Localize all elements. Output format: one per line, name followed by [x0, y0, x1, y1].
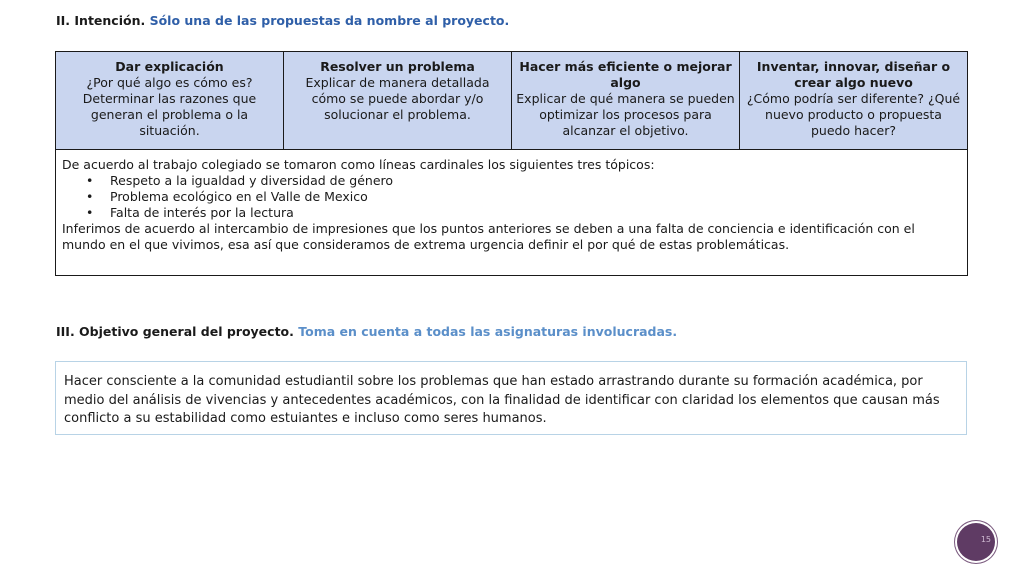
intention-body-row [56, 150, 968, 276]
option-solve [284, 52, 512, 150]
topics-list [62, 173, 961, 221]
section-ii-label: II. Intención. [56, 13, 146, 28]
topics-conclusion: Inferimos de acuerdo al intercambio de impresiones que los puntos anteriores se deben a una falta de conciencia e identificación con el mundo en el que vivimos, esa así que consideramos de extrema urgencia definir el por qué de estas problemáticas. [62, 221, 915, 252]
section-iii-label: III. Objetivo general del proyecto. [56, 324, 294, 339]
option-description: Explicar de manera detallada cómo se puede abordar y/o solucionar el problema. [305, 75, 490, 122]
intention-options-row [56, 52, 968, 150]
section-ii-heading [56, 13, 509, 28]
page-number-badge [957, 523, 995, 561]
intention-body-cell [56, 150, 968, 276]
topic-item: • Problema ecológico en el Valle de Mexico [62, 189, 961, 205]
topics-intro: De acuerdo al trabajo colegiado se tomaron como líneas cardinales los siguientes tres tópicos: [62, 157, 655, 172]
option-title: Resolver un problema [320, 59, 475, 74]
section-iii-heading [56, 324, 677, 339]
option-title: Dar explicación [115, 59, 224, 74]
objective-text: Hacer consciente a la comunidad estudiantil sobre los problemas que han estado arrastrando durante su formación académica, por medio del análisis de vivencias y antecedentes académicos, con la finalidad de identificar con claridad los elementos que causan más conflicto a su estabilidad como estuiantes e incluso como seres humanos. [64, 374, 940, 426]
topic-item: • Falta de interés por la lectura [62, 205, 961, 221]
option-invent [740, 52, 968, 150]
topic-item: • Respeto a la igualdad y diversidad de género [62, 173, 961, 189]
option-title: Hacer más eficiente o mejorar algo [519, 59, 732, 90]
option-title: Inventar, innovar, diseñar o crear algo nuevo [756, 59, 951, 90]
option-explain [56, 52, 284, 150]
objective-box [55, 361, 967, 435]
section-ii-instruction: Sólo una de las propuestas da nombre al proyecto. [149, 13, 510, 28]
option-improve [512, 52, 740, 150]
option-description: Explicar de qué manera se pueden optimizar los procesos para alcanzar el objetivo. [516, 91, 735, 138]
section-iii-instruction: Toma en cuenta a todas las asignaturas involucradas. [298, 324, 678, 339]
intention-table [55, 51, 968, 276]
page-number: 15 [980, 535, 991, 544]
option-description: ¿Por qué algo es cómo es? Determinar las razones que generan el problema o la situación. [82, 75, 257, 138]
option-description: ¿Cómo podría ser diferente? ¿Qué nuevo producto o propuesta puedo hacer? [746, 91, 961, 138]
